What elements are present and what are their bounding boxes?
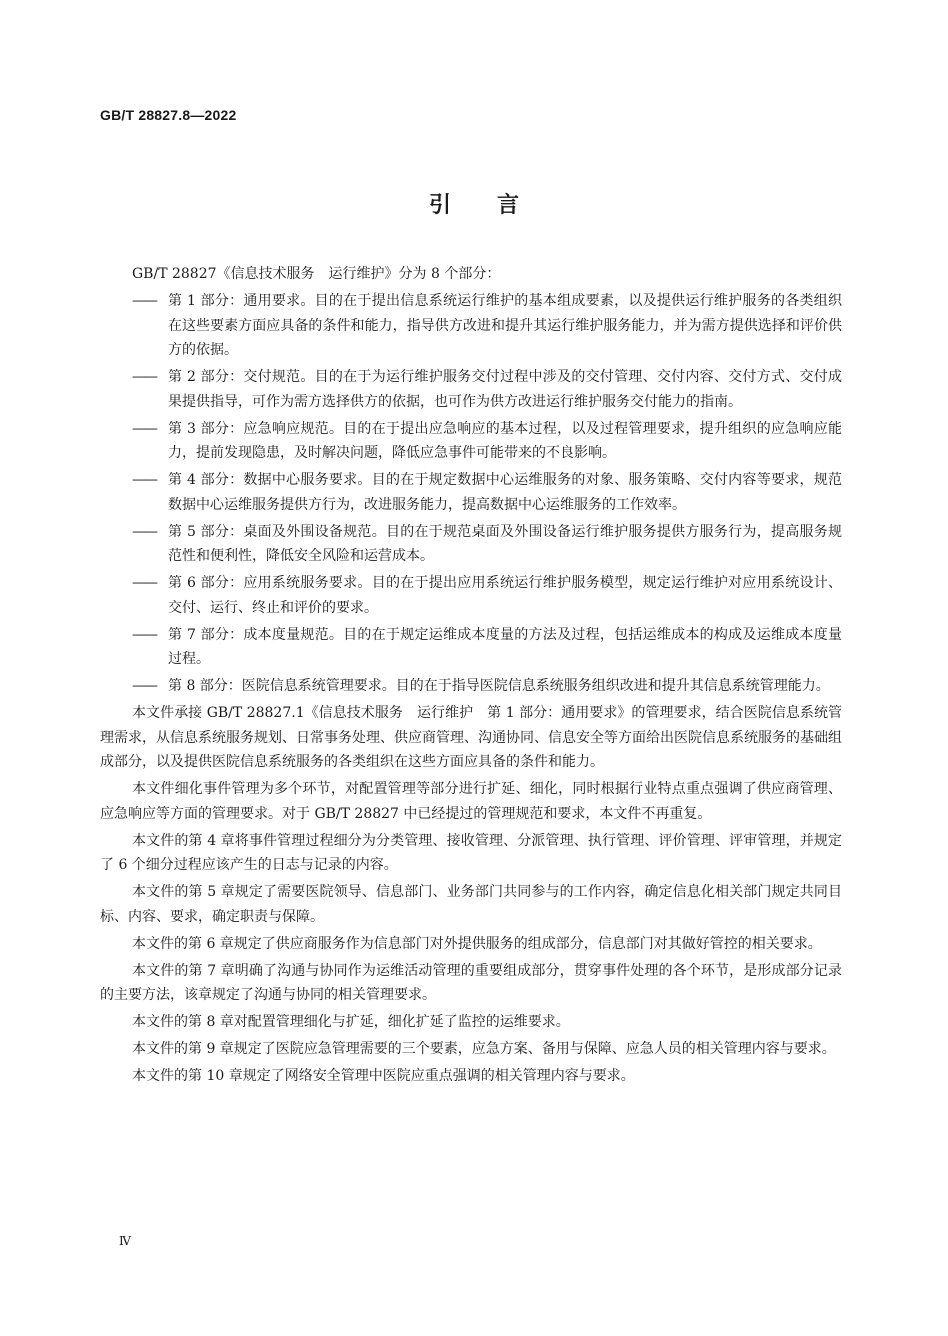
list-dash: —— (132, 420, 156, 437)
list-dash: —— (132, 575, 156, 591)
list-item-part-3 (100, 417, 842, 466)
list-item-part-8 (100, 674, 842, 699)
list-dash: —— (132, 678, 156, 694)
list-dash: —— (132, 472, 156, 488)
list-item-text: 第 1 部分：通用要求。目的在于提出信息系统运行维护的基本组成要素，以及提供运行维护服务的各类组织在这些要素方面应具备的条件和能力，指导供方改进和提升其运行维护服务能力，并为需方提供选择和评价供方的依据。 (168, 293, 842, 358)
intro-paragraph: GB/T 28827《信息技术服务 运行维护》分为 8 个部分： (132, 266, 501, 282)
body-content (100, 262, 842, 1091)
list-item-text: 第 6 部分：应用系统服务要求。目的在于提出应用系统运行维护服务模型，规定运行维护对应用系统设计、交付、运行、终止和评价的要求。 (168, 575, 842, 616)
document-code-header: GB/T 28827.8—2022 (100, 107, 237, 123)
list-dash: —— (132, 523, 156, 540)
list-item-text: 第 7 部分：成本度量规范。目的在于规定运维成本度量的方法及过程，包括运维成本的构成及运维成本度量过程。 (168, 626, 842, 667)
list-item-part-2 (100, 365, 842, 414)
body-paragraph: 本文件的第 4 章将事件管理过程细分为分类管理、接收管理、分派管理、执行管理、评价管理、评审管理，并规定了 6 个细分过程应该产生的日志与记录的内容。 (100, 832, 842, 873)
list-item-part-6 (100, 571, 842, 620)
body-paragraph: 本文件的第 9 章规定了医院应急管理需要的三个要素，应急方案、备用与保障、应急人员的相关管理内容与要求。 (132, 1041, 836, 1057)
body-paragraph: 本文件细化事件管理为多个环节，对配置管理等部分进行扩延、细化，同时根据行业特点重点强调了供应商管理、应急响应等方面的管理要求。对于 GB/T 28827 中已经提过的管理规范和要求，本文件不再重复。 (100, 781, 842, 822)
list-item-part-1 (100, 289, 842, 363)
list-item-part-4 (100, 468, 842, 517)
body-paragraph: 本文件的第 8 章对配置管理细化与扩延，细化扩延了监控的运维要求。 (132, 1014, 570, 1030)
body-paragraph: 本文件的第 5 章规定了需要医院领导、信息部门、业务部门共同参与的工作内容，确定信息化相关部门规定共同目标、内容、要求，确定职责与保障。 (100, 884, 842, 925)
list-item-text: 第 4 部分：数据中心服务要求。目的在于规定数据中心运维服务的对象、服务策略、交付内容等要求，规范数据中心运维服务提供方行为，改进服务能力，提高数据中心运维服务的工作效率。 (168, 472, 842, 513)
list-item-text: 第 3 部分：应急响应规范。目的在于提出应急响应的基本过程，以及过程管理要求，提升组织的应急响应能力，提前发现隐患，及时解决问题，降低应急事件可能带来的不良影响。 (168, 420, 842, 461)
list-item-part-5 (100, 520, 842, 569)
list-item-part-7 (100, 623, 842, 672)
body-paragraph: 本文件的第 6 章规定了供应商服务作为信息部门对外提供服务的组成部分，信息部门对其做好管控的相关要求。 (132, 935, 822, 952)
list-dash: —— (132, 369, 156, 385)
list-dash: —— (132, 626, 156, 643)
list-dash: —— (132, 293, 156, 309)
list-item-text: 第 2 部分：交付规范。目的在于为运行维护服务交付过程中涉及的交付管理、交付内容、交付方式、交付成果提供指导，可作为需方选择供方的依据，也可作为供方改进运行维护服务交付能力的指南。 (168, 369, 842, 410)
body-paragraph: 本文件承接 GB/T 28827.1《信息技术服务 运行维护 第 1 部分：通用要求》的管理要求，结合医院信息系统管理需求，从信息系统服务规划、日常事务处理、供应商管理、沟通协同、信息安全等方面给出医院信息系统服务的基础组成部分，以及提供医院信息系统服务的各类组织在这些方面应具备的条件和能力。 (100, 705, 842, 770)
list-item-text: 第 5 部分：桌面及外围设备规范。目的在于规范桌面及外围设备运行维护服务提供方服务行为，提高服务规范性和便利性，降低安全风险和运营成本。 (168, 523, 842, 564)
list-item-text: 第 8 部分：医院信息系统管理要求。目的在于指导医院信息系统服务组织改进和提升其信息系统管理能力。 (168, 678, 830, 694)
page-number: Ⅳ (119, 1234, 131, 1248)
body-paragraph: 本文件的第 7 章明确了沟通与协同作为运维活动管理的重要组成部分，贯穿事件处理的各个环节，是形成部分记录的主要方法，该章规定了沟通与协同的相关管理要求。 (100, 962, 842, 1003)
body-paragraph: 本文件的第 10 章规定了网络安全管理中医院应重点强调的相关管理内容与要求。 (132, 1068, 635, 1084)
section-title: 引言 (428, 193, 565, 218)
